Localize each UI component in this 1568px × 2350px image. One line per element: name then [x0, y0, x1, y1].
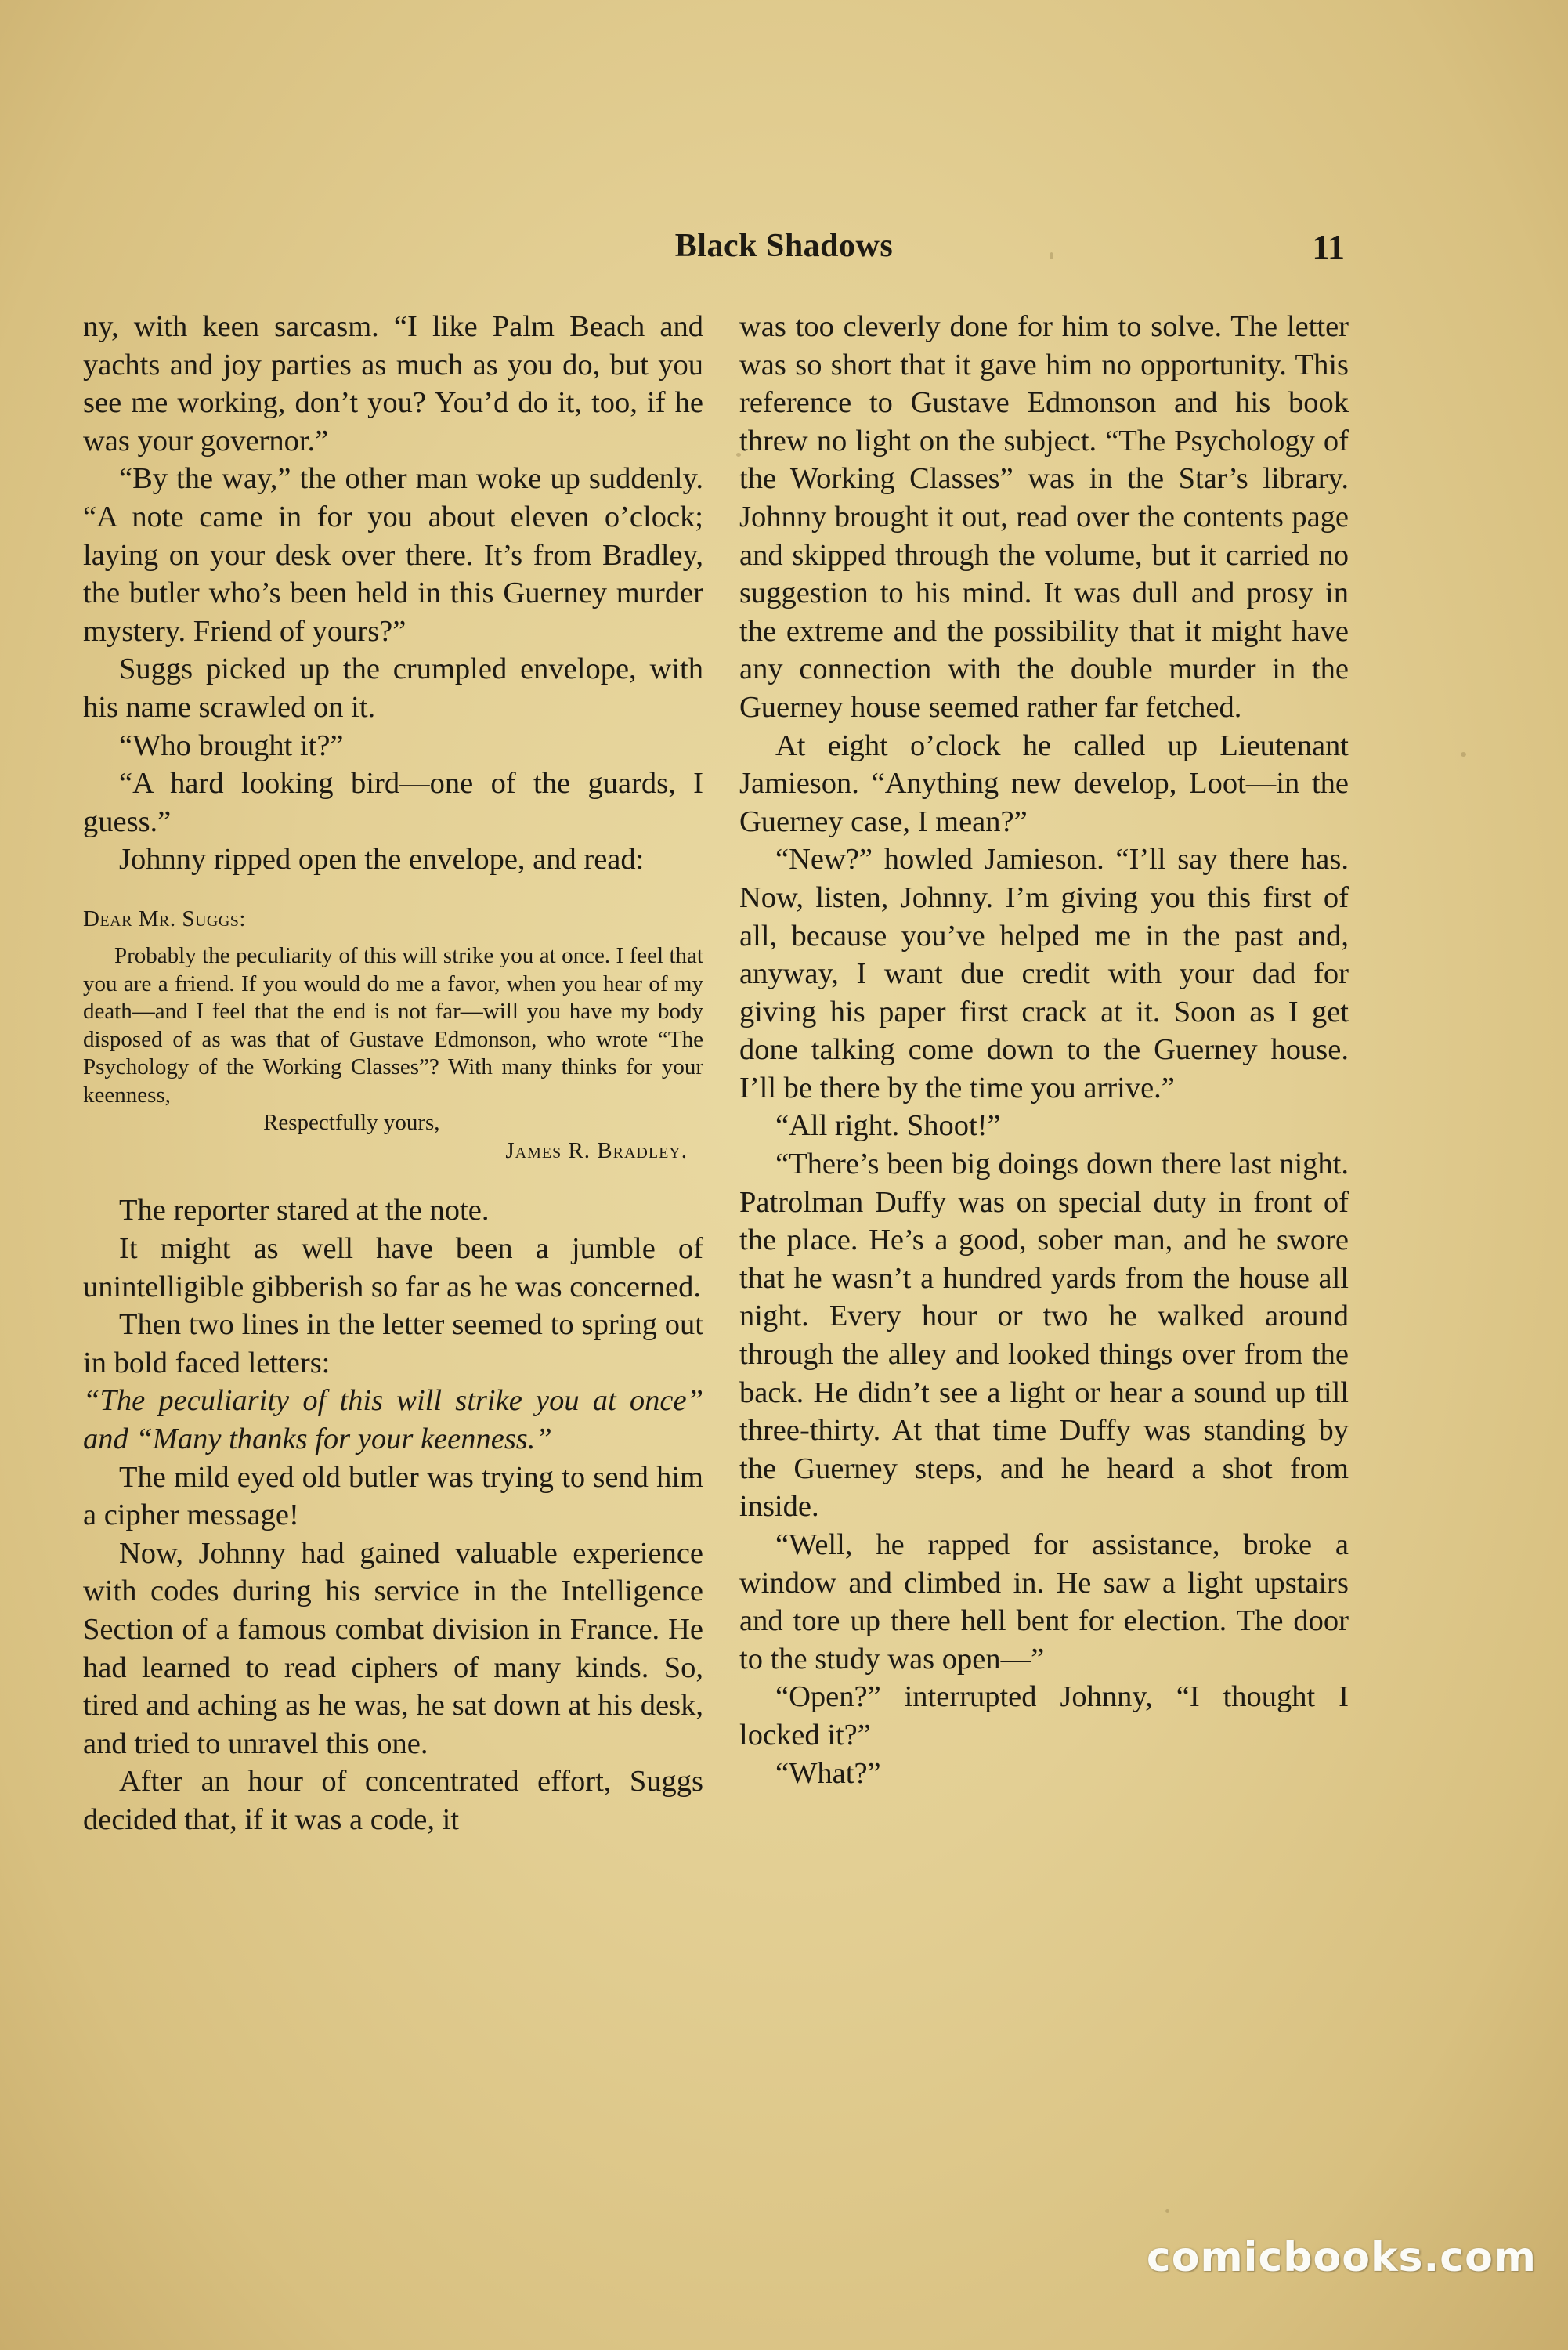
- paragraph: Johnny ripped open the envelope, and read:: [119, 843, 645, 877]
- paragraph: Suggs picked up the crumpled envelope, with his name scrawled on it.: [83, 653, 703, 724]
- paragraph: At eight o’clock he called up Lieutenant Jamieson. “Anything new develop, Loot—in the Guerney case, I mean?”: [739, 728, 1349, 838]
- letter-signature: James R. Bradley.: [505, 1137, 688, 1163]
- paragraph: It might as well have been a jumble of unintelligible gibberish so far as he was concerned.: [83, 1232, 703, 1303]
- paragraph: The reporter stared at the note.: [119, 1194, 490, 1227]
- paragraph: was too cleverly done for him to solve. The letter was so short that it gave him no opportunity. This reference to Gustave Edmonson and his book threw no light on the subject. “The Psychology of the Working Classes” was in the Star’s library. Johnny brought it out, read over the contents page and skipped through the volume, but it carried no suggestion to his mind. It was dull and prosy in the extreme and the possibility that it might have any connection with the double murder in the Guerney house seemed rather far fetched.: [739, 310, 1349, 724]
- running-title: Black Shadows: [674, 228, 894, 264]
- paper-speck: [1165, 2209, 1169, 2213]
- right-column: [739, 308, 1349, 1792]
- page-number: 11: [1312, 228, 1345, 266]
- paragraph: “By the way,” the other man woke up suddenly. “A note came in for you about eleven o’clock; laying on your desk over there. It’s from Bradley, the butler who’s been held in this Guerney murder mystery. Friend of yours?”: [83, 462, 703, 648]
- paragraph: “Well, he rapped for assistance, broke a window and climbed in. He saw a light upstairs and tore up there hell bent for election. The door to the study was open—”: [739, 1528, 1349, 1676]
- paper-speck: [1461, 752, 1466, 757]
- running-head: [0, 227, 1568, 274]
- paragraph: “Who brought it?”: [119, 728, 344, 762]
- site-watermark: comicbooks.com: [1146, 2234, 1537, 2281]
- paragraph: “All right. Shoot!”: [775, 1109, 1001, 1143]
- italic-quotation: “The peculiarity of this will strike you at once” and “Many thanks for your keenness.”: [83, 1384, 703, 1455]
- paragraph: ny, with keen sarcasm. “I like Palm Beach and yachts and joy parties as much as you do, but you see me working, don’t you? You’d do it, too, if he was your governor.”: [83, 310, 703, 457]
- paragraph: “What?”: [775, 1756, 881, 1790]
- letter-salutation: Dear Mr. Suggs:: [83, 906, 246, 931]
- paragraph: “Open?” interrupted Johnny, “I thought I locked it?”: [739, 1680, 1349, 1752]
- quoted-letter: [83, 906, 703, 1166]
- paragraph: Now, Johnny had gained valuable experience with codes during his service in the Intelligence Section of a famous combat division in France. He had learned to read ciphers of many kinds. So, tired and aching as he was, he sat down at his desk, and tried to unravel this one.: [83, 1536, 703, 1760]
- paragraph: “New?” howled Jamieson. “I’ll say there has. Now, listen, Johnny. I’m giving you this first of all, because you’ve helped me in the past and, anyway, I want due credit with your dad for giving his paper first crack at it. Soon as I get done talking come down to the Guerney house. I’ll be there by the time you arrive.”: [739, 843, 1349, 1104]
- paragraph: After an hour of concentrated effort, Suggs decided that, if it was a code, it: [83, 1765, 703, 1836]
- letter-closing: Respectfully yours,: [263, 1110, 440, 1136]
- letter-body: Probably the peculiarity of this will strike you at once. I feel that you are a friend. If you would do me a favor, when you hear of my death—and I feel that the end is not far—will you have my body disposed of as was that of Gustave Edmonson, who wrote “The Psychology of the Working Classes”? With many thinks for your keenness,: [83, 943, 703, 1108]
- paragraph: The mild eyed old butler was trying to send him a cipher message!: [83, 1460, 703, 1532]
- paragraph: Then two lines in the letter seemed to spring out in bold faced letters:: [83, 1308, 703, 1379]
- left-column: [83, 308, 703, 1839]
- paragraph: “There’s been big doings down there last night. Patrolman Duffy was on special duty in front of the place. He’s a good, sober man, and he swore that he wasn’t a hundred yards from the house all night. Every hour or two he walked around through the alley and looked things over from the back. He didn’t see a light or hear a sound up till three-thirty. At that time Duffy was standing by the Guerney steps, and he heard a shot from inside.: [739, 1148, 1349, 1524]
- paragraph: “A hard looking bird—one of the guards, I guess.”: [83, 767, 703, 838]
